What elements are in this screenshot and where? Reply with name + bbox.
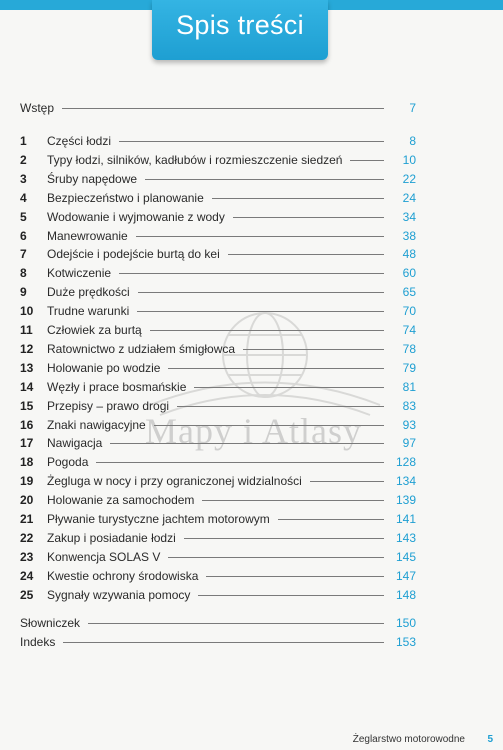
toc-entry — [20, 285, 416, 304]
toc-page-number: 38 — [402, 228, 416, 243]
toc-leader-line — [168, 557, 384, 558]
toc-page-number: 153 — [395, 635, 416, 649]
toc-chapter-title: Części łodzi — [47, 134, 112, 148]
toc-entry — [20, 550, 416, 569]
toc-page-number: 34 — [402, 209, 416, 224]
toc-chapter-number: 3 — [20, 171, 27, 186]
toc-leader-line — [212, 198, 384, 199]
toc-leader-line — [63, 642, 384, 643]
toc-entry — [20, 342, 416, 361]
toc-leader-line — [243, 349, 384, 350]
toc-chapter-title: Wodowanie i wyjmowanie z wody — [47, 209, 225, 224]
watermark-text: Mapy i Atlasy — [145, 411, 362, 451]
toc-chapter-number: 6 — [20, 228, 27, 243]
toc-leader-line — [62, 108, 384, 109]
toc-entry — [20, 101, 416, 120]
toc-entry — [20, 172, 416, 191]
toc-page-number: 48 — [402, 247, 416, 262]
toc-page-number: 10 — [402, 152, 416, 167]
toc-chapter-number: 17 — [20, 436, 34, 451]
toc-chapter-number: 21 — [20, 512, 34, 526]
toc-leader-line — [350, 160, 384, 161]
toc-chapter-number: 13 — [20, 360, 34, 375]
toc-page-number: 139 — [395, 493, 416, 508]
toc-chapter-title: Wstęp — [20, 101, 55, 115]
toc-entry — [20, 531, 416, 550]
toc-entry — [20, 247, 416, 266]
toc-chapter-title: Typy łodzi, silników, kadłubów i rozmieszczenie siedzeń — [47, 152, 343, 167]
toc-page-number: 147 — [395, 568, 416, 583]
toc-leader-line — [145, 179, 384, 180]
toc-leader-line — [119, 141, 384, 142]
toc-chapter-number: 1 — [20, 134, 27, 148]
toc-chapter-title: Konwencja SOLAS V — [47, 549, 161, 564]
toc-page-number: 141 — [395, 512, 416, 526]
toc-chapter-title: Holowanie po wodzie — [47, 360, 161, 375]
toc-leader-line — [206, 576, 384, 577]
toc-leader-line — [228, 254, 384, 255]
toc-leader-line — [119, 273, 384, 274]
toc-leader-line — [150, 330, 384, 331]
toc-page-number: 24 — [402, 190, 416, 205]
toc-leader-line — [233, 217, 384, 218]
toc-chapter-title: Nawigacja — [47, 436, 103, 451]
toc-chapter-title: Odejście i podejście burtą do kei — [47, 247, 220, 262]
toc-leader-line — [194, 387, 384, 388]
toc-page-number: 134 — [395, 474, 416, 489]
footer-book-title: Żeglarstwo motorowodne — [352, 734, 465, 745]
toc-page-number: 81 — [402, 379, 416, 394]
toc-entry — [20, 474, 416, 493]
toc-page-number: 79 — [402, 360, 416, 375]
toc-page-number: 78 — [402, 341, 416, 356]
toc-chapter-number: 9 — [20, 285, 27, 300]
footer-page-number: 5 — [487, 734, 493, 745]
toc-chapter-title: Bezpieczeństwo i planowanie — [47, 190, 204, 205]
toc-chapter-number: 7 — [20, 247, 27, 262]
toc-page-number: 74 — [402, 323, 416, 337]
toc-chapter-title: Holowanie za samochodem — [47, 493, 195, 508]
toc-chapter-title: Trudne warunki — [47, 304, 130, 319]
toc-chapter-title: Żegluga w nocy i przy ograniczonej widzialności — [47, 474, 302, 489]
toc-entry — [20, 569, 416, 588]
toc-entry — [20, 323, 416, 342]
toc-entry — [20, 361, 416, 380]
toc-chapter-number: 15 — [20, 398, 34, 413]
toc-chapter-number: 8 — [20, 266, 27, 281]
toc-leader-line — [96, 462, 384, 463]
toc-chapter-number: 25 — [20, 587, 34, 602]
page-title: Spis treści — [176, 10, 304, 40]
toc-leader-line — [202, 500, 384, 501]
toc-page-number: 150 — [395, 616, 416, 630]
toc-page-number: 97 — [402, 436, 416, 451]
toc-page-number: 70 — [402, 304, 416, 319]
toc-entry — [20, 210, 416, 229]
toc-entry — [20, 153, 416, 172]
toc-page-number: 65 — [402, 285, 416, 300]
toc-chapter-title: Znaki nawigacyjne — [47, 417, 146, 432]
toc-entry — [20, 229, 416, 248]
toc-entry — [20, 134, 416, 153]
toc-chapter-number: 2 — [20, 152, 27, 167]
title-tab — [152, 0, 328, 60]
toc-leader-line — [278, 519, 384, 520]
toc-entry — [20, 455, 416, 474]
toc-leader-line — [310, 481, 384, 482]
toc-chapter-title: Pływanie turystyczne jachtem motorowym — [47, 512, 270, 526]
toc-page-number: 83 — [402, 398, 416, 413]
toc-leader-line — [136, 236, 384, 237]
toc-leader-line — [138, 292, 384, 293]
toc-chapter-number: 16 — [20, 417, 34, 432]
toc-entry — [20, 266, 416, 285]
toc-chapter-title: Ratownictwo z udziałem śmigłowca — [47, 341, 236, 356]
toc-leader-line — [168, 368, 384, 369]
toc-page-number: 22 — [402, 171, 416, 186]
toc-leader-line — [88, 623, 384, 624]
toc-page-number: 93 — [402, 417, 416, 432]
toc-entry — [20, 304, 416, 323]
toc-leader-line — [184, 538, 384, 539]
toc-chapter-title: Zakup i posiadanie łodzi — [47, 530, 176, 545]
toc-leader-line — [177, 406, 384, 407]
toc-chapter-number: 12 — [20, 341, 34, 356]
toc-chapter-title: Przepisy – prawo drogi — [47, 398, 170, 413]
toc-chapter-title: Pogoda — [47, 455, 89, 470]
toc-chapter-number: 11 — [20, 323, 33, 337]
toc-entry — [20, 635, 416, 654]
toc-page-number: 8 — [409, 134, 416, 148]
toc-page-number: 60 — [402, 266, 416, 281]
toc-chapter-number: 5 — [20, 209, 27, 224]
toc-chapter-title: Indeks — [20, 635, 56, 649]
toc-entry — [20, 493, 416, 512]
toc-chapter-number: 4 — [20, 190, 27, 205]
toc-entry — [20, 191, 416, 210]
toc-chapter-number: 10 — [20, 304, 34, 319]
toc-chapter-title: Węzły i prace bosmańskie — [47, 379, 187, 394]
toc-chapter-number: 19 — [20, 474, 34, 489]
toc-page-number: 7 — [409, 101, 416, 115]
toc-chapter-number: 18 — [20, 455, 34, 470]
toc-page-number: 145 — [395, 549, 416, 564]
toc-chapter-number: 22 — [20, 530, 34, 545]
toc-entry — [20, 588, 416, 607]
toc-chapter-title: Śruby napędowe — [47, 171, 138, 186]
toc-leader-line — [198, 595, 384, 596]
toc-chapter-title: Słowniczek — [20, 616, 81, 630]
toc-chapter-title: Sygnały wzywania pomocy — [47, 587, 191, 602]
toc-leader-line — [154, 425, 384, 426]
toc-entry — [20, 436, 416, 455]
toc-page-number: 148 — [395, 587, 416, 602]
toc-entry — [20, 399, 416, 418]
toc-chapter-title: Duże prędkości — [47, 285, 130, 300]
toc-page-number: 143 — [395, 530, 416, 545]
toc-chapter-number: 14 — [20, 379, 34, 394]
toc-page-number: 128 — [395, 455, 416, 470]
toc-leader-line — [110, 443, 384, 444]
toc-chapter-number: 20 — [20, 493, 34, 508]
toc-leader-line — [137, 311, 384, 312]
toc-chapter-title: Manewrowanie — [47, 228, 128, 243]
toc-entry — [20, 418, 416, 437]
toc-chapter-number: 23 — [20, 549, 34, 564]
toc-chapter-title: Kwestie ochrony środowiska — [47, 568, 199, 583]
toc-entry — [20, 380, 416, 399]
toc-chapter-number: 24 — [20, 568, 34, 583]
toc-chapter-title: Człowiek za burtą — [47, 323, 142, 337]
toc-entry — [20, 616, 416, 635]
toc-chapter-title: Kotwiczenie — [47, 266, 112, 281]
toc-entry — [20, 512, 416, 531]
